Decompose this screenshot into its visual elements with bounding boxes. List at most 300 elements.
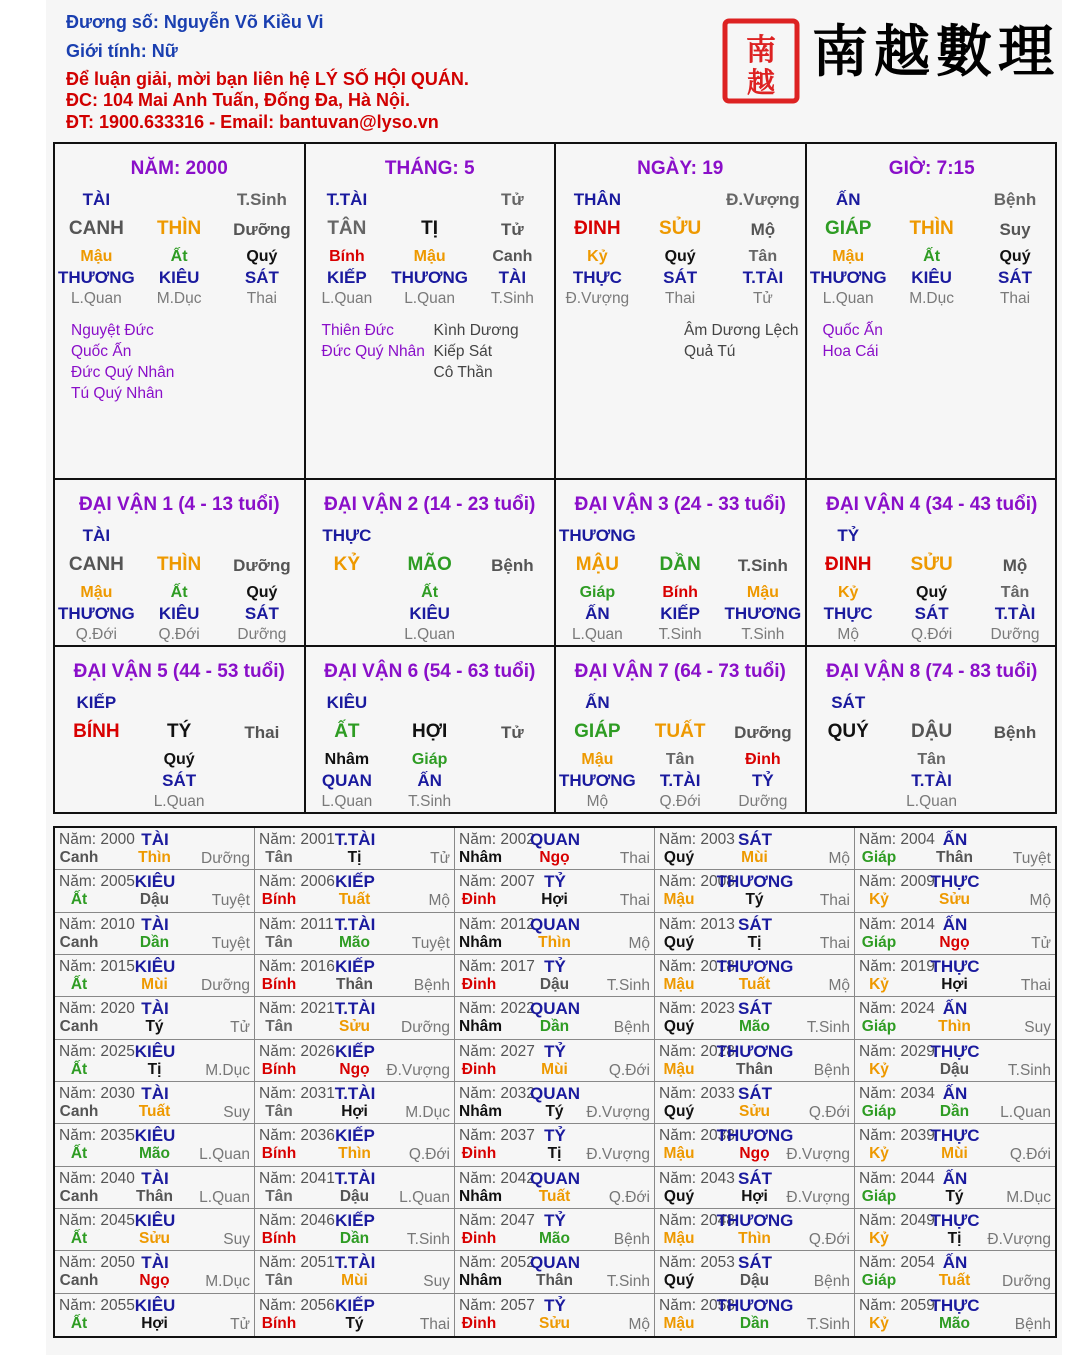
year-can: Giáp xyxy=(861,849,897,866)
year-star: THƯƠNG xyxy=(716,957,794,976)
year-chi: Thân xyxy=(335,976,374,993)
year-stage: Q.Đới xyxy=(408,1146,450,1164)
brand-title: 南越數理 xyxy=(812,19,1060,85)
year-cell xyxy=(655,1209,855,1251)
year-can: Ất xyxy=(70,976,88,993)
year-label: Năm: 2018 xyxy=(659,958,735,975)
year-label: Năm: 2025 xyxy=(59,1042,135,1060)
year-chi: Thìn xyxy=(538,933,571,951)
year-chi: Sửu xyxy=(538,1314,571,1332)
dai-van-title: ĐẠI VẬN 6 (54 - 63 tuổi) xyxy=(324,661,536,682)
year-star: TỶ xyxy=(544,1126,566,1146)
year-cell xyxy=(855,1124,1055,1166)
year-can: Ất xyxy=(70,1230,88,1247)
year-cell xyxy=(55,913,255,955)
year-stage: T.Sinh xyxy=(606,1273,650,1291)
hidden-stem: Mậu xyxy=(80,248,113,265)
hidden-stem: Giáp xyxy=(579,584,616,601)
year-can: Canh xyxy=(59,1018,99,1036)
year-star: TỶ xyxy=(544,1295,566,1315)
year-label: Năm: 2015 xyxy=(59,958,135,975)
year-chi: Tị xyxy=(147,1060,162,1078)
year-cell xyxy=(455,1251,655,1293)
year-can: Quý xyxy=(663,1103,695,1120)
year-star: ẤN xyxy=(942,1253,968,1273)
year-can: Tân xyxy=(265,1187,293,1205)
year-stage: Q.Đới xyxy=(808,1231,850,1248)
year-cell xyxy=(655,997,855,1039)
year-label: Năm: 2026 xyxy=(259,1042,335,1060)
year-star: THỰC xyxy=(930,1041,980,1061)
dai-van-star: SÁT xyxy=(831,693,866,712)
year-can: Đinh xyxy=(461,976,497,993)
year-chi: Ngọ xyxy=(139,1272,170,1290)
year-label: Năm: 2029 xyxy=(859,1042,935,1060)
pillar-cell xyxy=(55,144,306,480)
year-star: T.TÀI xyxy=(334,1253,376,1273)
pillar-can: GIÁP xyxy=(824,218,872,239)
year-stage: Bệnh xyxy=(813,1273,850,1291)
year-chi: Dậu xyxy=(739,1272,770,1290)
year-cell xyxy=(255,1294,455,1336)
year-star: T.TÀI xyxy=(334,1084,376,1103)
hidden-stem: Kỷ xyxy=(837,584,859,601)
year-stage: Dưỡng xyxy=(201,850,250,867)
year-label: Năm: 2028 xyxy=(659,1042,735,1060)
hidden-stage: Q.Đới xyxy=(659,793,701,810)
dai-van-cell xyxy=(306,480,557,647)
year-stage: Thai xyxy=(819,934,850,952)
year-stage: Tuyệt xyxy=(211,892,250,910)
pillar-title: NĂM: 2000 xyxy=(130,158,228,179)
year-can: Bính xyxy=(261,976,297,993)
year-chi: Mùi xyxy=(141,976,168,993)
year-can: Quý xyxy=(663,1187,695,1205)
year-label: Năm: 2055 xyxy=(59,1296,135,1314)
pillar-top-stage: T.Sinh xyxy=(236,190,287,209)
year-can: Bính xyxy=(261,1060,297,1078)
hidden-stage: Thai xyxy=(665,290,696,307)
year-can: Canh xyxy=(59,1272,99,1290)
hidden-star: QUAN xyxy=(321,771,372,790)
year-can: Kỷ xyxy=(869,1314,889,1332)
hidden-stem: Quý xyxy=(664,248,696,265)
year-chi: Thìn xyxy=(738,1230,771,1247)
stars-left: Quốc Ấn Hoa Cái xyxy=(822,322,883,360)
contact-line-1: Để luận giải, mời bạn liên hệ LÝ SỐ HỘI QUÁN. xyxy=(66,69,469,89)
year-label: Năm: 2048 xyxy=(659,1212,735,1229)
year-stage: Tuyệt xyxy=(211,934,250,952)
hidden-stage: L.Quan xyxy=(321,290,373,307)
hidden-star: KIÊU xyxy=(911,268,952,287)
year-star: TÀI xyxy=(141,1168,169,1188)
year-can: Tân xyxy=(265,1018,293,1036)
year-can: Nhâm xyxy=(459,849,503,866)
pillar-top-star: TÀI xyxy=(82,190,111,209)
year-label: Năm: 2008 xyxy=(659,873,735,891)
year-label: Năm: 2042 xyxy=(459,1169,535,1187)
year-star: QUAN xyxy=(529,1084,581,1103)
year-cell xyxy=(255,828,455,870)
hidden-star: TỶ xyxy=(752,771,774,790)
hidden-stem: Bính xyxy=(662,584,698,601)
dai-van-stage: Mộ xyxy=(1002,556,1028,575)
year-chi: Tị xyxy=(947,1230,962,1247)
year-label: Năm: 2012 xyxy=(459,915,535,933)
hidden-stage: L.Quan xyxy=(404,626,456,643)
year-star: THỰC xyxy=(930,957,980,976)
pillar-chi: SỬU xyxy=(659,218,702,239)
year-stage: Tử xyxy=(1031,934,1051,952)
year-can: Giáp xyxy=(861,933,897,951)
hidden-star: KIÊU xyxy=(158,604,200,623)
dai-van-can: ĐINH xyxy=(824,554,872,575)
year-star: TÀI xyxy=(141,1084,169,1103)
year-cell xyxy=(455,828,655,870)
year-label: Năm: 2033 xyxy=(659,1085,735,1102)
year-star: KIẾP xyxy=(335,1126,375,1146)
year-can: Tân xyxy=(265,1272,293,1290)
year-star: TỶ xyxy=(544,1041,566,1061)
hidden-stage: L.Quan xyxy=(321,793,373,810)
year-label: Năm: 2053 xyxy=(659,1254,735,1272)
hidden-stem: Bính xyxy=(329,248,365,265)
dai-van-can: CANH xyxy=(68,554,124,575)
year-stage: Đ.Vượng xyxy=(786,1188,850,1206)
year-star: T.TÀI xyxy=(334,830,376,849)
year-chi: Tuất xyxy=(338,891,371,909)
year-chi: Tý xyxy=(745,891,764,909)
yearly-luck-table xyxy=(53,826,1057,1338)
stars-left: Thiên Đức Đức Quý Nhân xyxy=(321,322,425,360)
year-stage: Thai xyxy=(619,892,650,910)
year-can: Kỷ xyxy=(869,1145,889,1163)
dai-van-chi: SỬU xyxy=(910,554,953,575)
year-star: ẤN xyxy=(942,999,968,1019)
year-star: KIẾP xyxy=(335,1295,375,1315)
year-label: Năm: 2046 xyxy=(259,1212,335,1229)
hidden-stem: Tân xyxy=(917,751,946,768)
year-chi: Thân xyxy=(535,1272,574,1290)
hidden-stem: Mậu xyxy=(746,584,779,601)
hidden-stem: Ất xyxy=(923,248,941,265)
year-can: Bính xyxy=(261,1145,297,1163)
year-cell xyxy=(55,1040,255,1082)
hidden-star: SÁT xyxy=(914,604,949,623)
year-stage: T.Sinh xyxy=(606,977,650,994)
hidden-stem: Quý xyxy=(246,248,278,265)
year-can: Nhâm xyxy=(459,1103,503,1120)
hidden-star: THỰC xyxy=(572,268,622,287)
year-stage: Q.Đới xyxy=(608,1061,650,1079)
pillar-can: TÂN xyxy=(327,218,367,239)
dai-van-cell xyxy=(55,480,306,647)
dai-van-can: GIÁP xyxy=(574,721,621,742)
year-chi: Dậu xyxy=(539,976,570,993)
dai-van-chi: DẦN xyxy=(659,554,701,575)
year-cell xyxy=(855,955,1055,997)
year-cell xyxy=(655,1124,855,1166)
year-star: TÀI xyxy=(141,830,169,849)
year-cell xyxy=(655,1251,855,1293)
year-star: TỶ xyxy=(544,957,566,976)
gender: Giới tính: Nữ xyxy=(66,41,178,61)
year-star: QUAN xyxy=(529,999,581,1019)
year-can: Giáp xyxy=(861,1187,897,1205)
hidden-stem: Ất xyxy=(170,248,188,265)
dai-van-can: MẬU xyxy=(575,554,620,575)
hidden-stem: Mậu xyxy=(413,248,446,265)
year-can: Mậu xyxy=(663,1314,695,1332)
year-stage: Mộ xyxy=(828,977,850,994)
year-label: Năm: 2032 xyxy=(459,1085,535,1102)
year-cell xyxy=(255,1167,455,1209)
year-can: Tân xyxy=(265,1103,293,1120)
year-label: Năm: 2056 xyxy=(259,1296,335,1314)
year-can: Giáp xyxy=(861,1018,897,1036)
year-stage: Bệnh xyxy=(613,1019,650,1037)
dai-van-cell xyxy=(306,647,557,814)
hidden-stem: Quý xyxy=(246,584,278,601)
pillar-chi-stage: Suy xyxy=(999,220,1031,239)
hidden-stem: Đinh xyxy=(745,751,781,768)
dai-van-can: ẤT xyxy=(334,721,360,742)
hidden-stage: Dưỡng xyxy=(237,626,287,643)
year-star: ẤN xyxy=(942,914,968,934)
year-star: THƯƠNG xyxy=(716,1211,794,1230)
year-stage: T.Sinh xyxy=(806,1315,850,1333)
hidden-stem: Ất xyxy=(421,584,439,601)
dai-van-can: KỶ xyxy=(333,554,361,575)
dai-van-star: ẤN xyxy=(585,693,610,712)
pillar-top-stage: Bệnh xyxy=(993,190,1037,209)
year-can: Đinh xyxy=(461,891,497,909)
dai-van-chi: TÝ xyxy=(166,721,192,742)
year-chi: Mùi xyxy=(941,1145,968,1163)
year-chi: Mùi xyxy=(341,1272,368,1290)
hidden-stage: Q.Đới xyxy=(911,626,953,643)
year-label: Năm: 2003 xyxy=(659,831,735,848)
year-can: Kỷ xyxy=(869,1230,889,1247)
year-cell xyxy=(255,1251,455,1293)
year-cell xyxy=(55,870,255,912)
pillar-top-star: T.TÀI xyxy=(326,190,368,209)
year-cell xyxy=(855,1040,1055,1082)
year-star: KIẾP xyxy=(335,872,375,892)
dai-van-stage: Thai xyxy=(244,723,280,742)
year-stage: Bệnh xyxy=(613,1231,650,1248)
stars-right: Âm Dương Lệch Quả Tú xyxy=(684,322,799,360)
year-can: Ất xyxy=(70,1314,88,1332)
year-cell xyxy=(855,1082,1055,1124)
svg-text:南: 南 xyxy=(746,33,776,68)
year-stage: Tử xyxy=(230,1315,250,1333)
year-label: Năm: 2005 xyxy=(59,873,135,891)
pillar-chi-stage: Tử xyxy=(501,220,524,239)
year-label: Năm: 2027 xyxy=(459,1042,535,1060)
year-cell xyxy=(55,1209,255,1251)
year-star: THƯƠNG xyxy=(716,1126,794,1146)
year-stage: Bệnh xyxy=(813,1061,850,1079)
year-star: ẤN xyxy=(942,830,968,849)
year-can: Quý xyxy=(663,1018,695,1036)
dai-van-chi: HỢI xyxy=(412,721,448,742)
year-stage: T.Sinh xyxy=(806,1019,850,1037)
year-chi: Dần xyxy=(539,1018,570,1036)
dai-van-stage: T.Sinh xyxy=(737,556,788,575)
pillar-cell xyxy=(807,144,1058,480)
year-star: TÀI xyxy=(141,999,169,1019)
hidden-star: THƯƠNG xyxy=(724,604,802,623)
year-star: KIÊU xyxy=(134,872,176,892)
year-can: Đinh xyxy=(461,1145,497,1163)
year-label: Năm: 2002 xyxy=(459,831,535,848)
year-stage: Mộ xyxy=(828,850,850,867)
hidden-stage: L.Quan xyxy=(404,290,456,307)
year-chi: Thìn xyxy=(338,1145,371,1163)
year-star: KIÊU xyxy=(134,1126,176,1146)
year-can: Bính xyxy=(261,1230,297,1247)
year-stage: Mộ xyxy=(1029,892,1051,910)
year-label: Năm: 2000 xyxy=(59,831,135,848)
year-stage: M.Dục xyxy=(1006,1188,1051,1206)
year-stage: Dưỡng xyxy=(401,1019,450,1037)
pillar-top-stage: Tử xyxy=(501,190,524,209)
year-star: T.TÀI xyxy=(334,1168,376,1188)
pillar-cell xyxy=(556,144,807,480)
hidden-star: SÁT xyxy=(244,268,279,287)
stars-right: Kình Dương Kiếp Sát Cô Thần xyxy=(433,322,519,381)
year-cell xyxy=(255,1040,455,1082)
year-chi: Ngọ xyxy=(339,1060,370,1078)
year-chi: Mão xyxy=(739,1018,770,1036)
year-cell xyxy=(255,955,455,997)
year-star: KIÊU xyxy=(134,957,176,976)
year-chi: Thân xyxy=(935,849,974,866)
hidden-stage: Thai xyxy=(999,290,1031,307)
dai-van-star: TỶ xyxy=(837,526,860,545)
year-label: Năm: 2013 xyxy=(659,915,735,933)
year-can: Nhâm xyxy=(459,1018,503,1036)
year-cell xyxy=(455,1040,655,1082)
hidden-stem: Mậu xyxy=(581,751,614,768)
year-chi: Thìn xyxy=(938,1018,971,1036)
year-can: Mậu xyxy=(663,891,695,909)
year-star: SÁT xyxy=(738,1253,772,1273)
hidden-stage: T.Sinh xyxy=(741,626,785,643)
dai-van-can: BÍNH xyxy=(73,721,120,742)
year-label: Năm: 2031 xyxy=(259,1085,335,1102)
year-cell xyxy=(55,1294,255,1336)
year-can: Bính xyxy=(261,891,297,909)
year-cell xyxy=(255,1082,455,1124)
year-stage: Tử xyxy=(430,850,450,867)
hidden-star: KIÊU xyxy=(158,268,200,287)
year-cell xyxy=(55,828,255,870)
hidden-star: ẤN xyxy=(585,604,610,623)
year-chi: Tý xyxy=(945,1187,964,1205)
hidden-star: THƯƠNG xyxy=(558,771,636,790)
dai-van-stage: Dưỡng xyxy=(734,723,792,742)
year-star: KIÊU xyxy=(134,1211,176,1230)
pillar-title: GIỜ: 7:15 xyxy=(888,158,975,179)
year-cell xyxy=(455,1082,655,1124)
year-star: TỶ xyxy=(544,1211,566,1230)
year-star: T.TÀI xyxy=(334,999,376,1019)
year-star: QUAN xyxy=(529,830,581,849)
year-cell xyxy=(255,870,455,912)
pillar-top-stage: Đ.Vượng xyxy=(726,190,800,209)
hidden-stage: Thai xyxy=(246,290,277,307)
hidden-stem: Quý xyxy=(916,584,948,601)
year-cell xyxy=(455,1294,655,1336)
contact-line-2: ĐC: 104 Mai Anh Tuấn, Đống Đa, Hà Nội. xyxy=(66,90,411,110)
year-cell xyxy=(455,1167,655,1209)
dai-van-title: ĐẠI VẬN 3 (24 - 33 tuổi) xyxy=(574,494,786,515)
year-cell xyxy=(855,913,1055,955)
pillar-top-star: THÂN xyxy=(573,190,621,209)
year-label: Năm: 2045 xyxy=(59,1212,135,1229)
dai-van-star: THƯƠNG xyxy=(558,526,636,545)
pillar-chi: THÌN xyxy=(156,218,202,239)
hidden-stage: L.Quan xyxy=(822,290,874,307)
pillar-can: ĐINH xyxy=(574,218,621,239)
year-chi: Sửu xyxy=(138,1230,171,1247)
year-cell xyxy=(55,955,255,997)
year-stage: Đ.Vượng xyxy=(987,1231,1051,1248)
hidden-star: SÁT xyxy=(162,771,197,790)
hidden-stem: Tân xyxy=(665,751,695,768)
year-stage: Thai xyxy=(1020,977,1051,994)
year-stage: Mộ xyxy=(628,1315,650,1333)
year-cell xyxy=(855,1251,1055,1293)
year-chi: Thân xyxy=(135,1187,174,1205)
year-cell xyxy=(655,1167,855,1209)
year-can: Ất xyxy=(70,891,88,909)
year-star: KIÊU xyxy=(134,1041,176,1061)
year-chi: Mùi xyxy=(741,849,768,866)
year-chi: Tuất xyxy=(138,1103,171,1120)
year-star: THỰC xyxy=(930,872,980,892)
year-stage: Đ.Vượng xyxy=(786,1146,850,1164)
year-stage: Tử xyxy=(230,1019,250,1037)
year-star: KIÊU xyxy=(134,1295,176,1315)
dai-van-title: ĐẠI VẬN 8 (74 - 83 tuổi) xyxy=(826,661,1038,682)
dai-van-cell xyxy=(556,480,807,647)
year-cell xyxy=(855,870,1055,912)
pillar-chi-stage: Dưỡng xyxy=(233,220,291,239)
year-stage: Đ.Vượng xyxy=(586,1104,650,1121)
hidden-star: KIẾP xyxy=(327,268,367,287)
year-can: Bính xyxy=(261,1314,297,1332)
pillar-title: NGÀY: 19 xyxy=(637,158,724,179)
dai-van-chi: MÃO xyxy=(407,554,452,575)
year-star: THƯƠNG xyxy=(716,1041,794,1061)
dai-van-stage: Bệnh xyxy=(491,556,534,575)
year-star: QUAN xyxy=(529,1253,581,1273)
dai-van-cell xyxy=(807,480,1058,647)
dai-van-title: ĐẠI VẬN 1 (4 - 13 tuổi) xyxy=(78,494,280,515)
year-star: THƯƠNG xyxy=(716,872,794,892)
year-stage: Mộ xyxy=(628,934,650,952)
dai-van-cell xyxy=(556,647,807,814)
pillar-top-star: ẤN xyxy=(835,190,861,209)
dai-van-chi: THÌN xyxy=(156,554,202,575)
year-label: Năm: 2037 xyxy=(459,1127,535,1145)
hidden-star: KIÊU xyxy=(409,604,450,623)
year-label: Năm: 2016 xyxy=(259,958,335,975)
year-chi: Dần xyxy=(739,1314,770,1332)
